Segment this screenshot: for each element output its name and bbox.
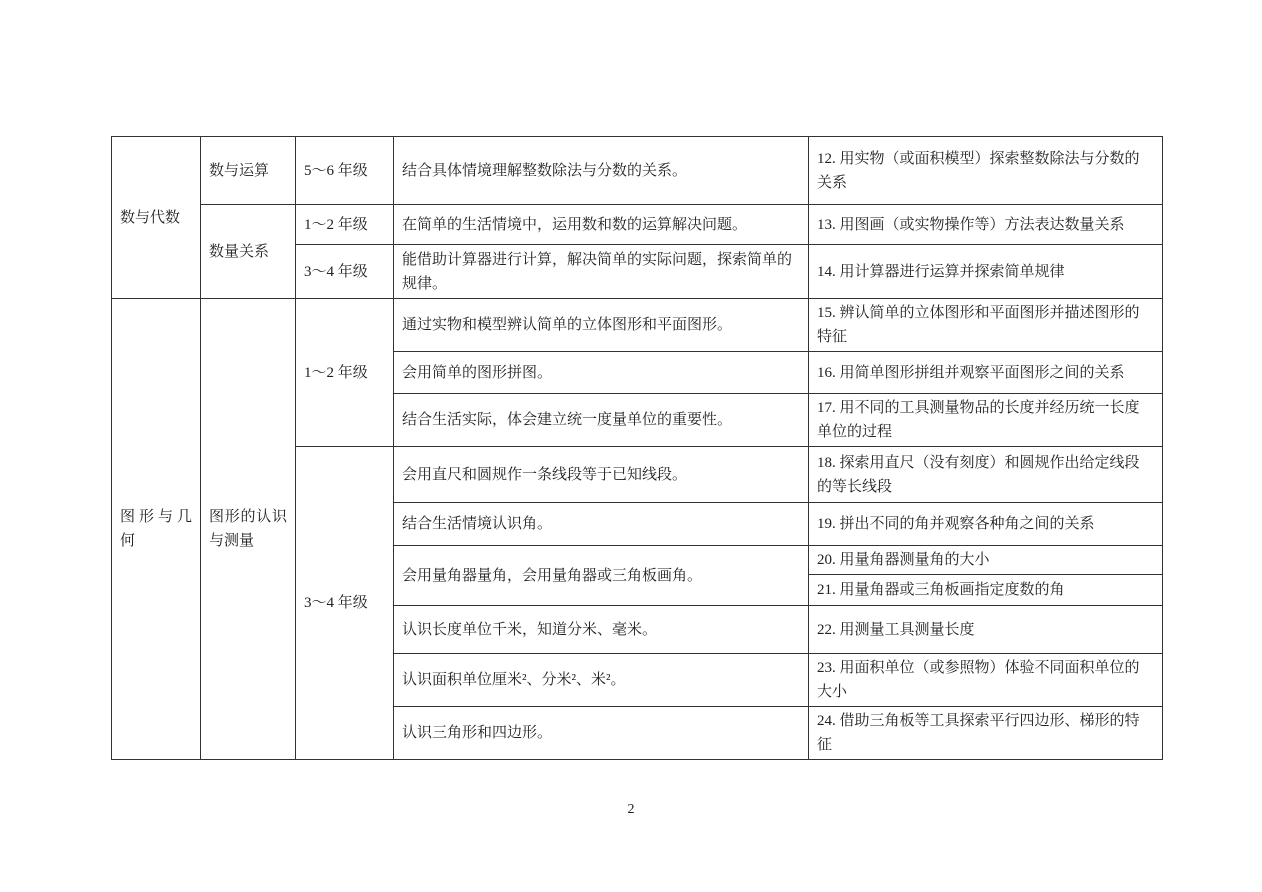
area-cell: 图形与几何 — [112, 299, 201, 760]
table-row — [112, 137, 1163, 205]
strand-cell: 图形的认识与测量 — [201, 299, 296, 760]
grade-cell: 5～6 年级 — [296, 137, 394, 205]
item-cell: 17. 用不同的工具测量物品的长度并经历统一长度单位的过程 — [809, 394, 1163, 447]
item-cell: 16. 用简单图形拼组并观察平面图形之间的关系 — [809, 352, 1163, 394]
description-cell: 会用直尺和圆规作一条线段等于已知线段。 — [394, 447, 809, 503]
description-cell: 通过实物和模型辨认简单的立体图形和平面图形。 — [394, 299, 809, 352]
item-cell: 15. 辨认简单的立体图形和平面图形并描述图形的特征 — [809, 299, 1163, 352]
table-row — [112, 205, 1163, 245]
description-cell: 结合生活情境认识角。 — [394, 503, 809, 546]
item-cell: 18. 探索用直尺（没有刻度）和圆规作出给定线段的等长线段 — [809, 447, 1163, 503]
item-cell: 12. 用实物（或面积模型）探索整数除法与分数的关系 — [809, 137, 1163, 205]
description-cell: 结合生活实际，体会建立统一度量单位的重要性。 — [394, 394, 809, 447]
strand-cell: 数与运算 — [201, 137, 296, 205]
description-cell: 认识三角形和四边形。 — [394, 707, 809, 760]
description-cell: 结合具体情境理解整数除法与分数的关系。 — [394, 137, 809, 205]
grade-cell: 1～2 年级 — [296, 299, 394, 447]
item-cell: 19. 拼出不同的角并观察各种角之间的关系 — [809, 503, 1163, 546]
grade-cell: 1～2 年级 — [296, 205, 394, 245]
description-cell: 认识面积单位厘米²、分米²、米²。 — [394, 654, 809, 707]
item-cell: 20. 用量角器测量角的大小 — [809, 546, 1163, 575]
item-cell: 22. 用测量工具测量长度 — [809, 606, 1163, 654]
page-number: 2 — [627, 802, 635, 817]
item-cell: 24. 借助三角板等工具探索平行四边形、梯形的特征 — [809, 707, 1163, 760]
strand-cell: 数量关系 — [201, 205, 296, 299]
item-cell: 21. 用量角器或三角板画指定度数的角 — [809, 575, 1163, 606]
grade-cell: 3～4 年级 — [296, 447, 394, 760]
area-cell: 数与代数 — [112, 137, 201, 299]
grade-cell: 3～4 年级 — [296, 245, 394, 299]
item-cell: 14. 用计算器进行运算并探索简单规律 — [809, 245, 1163, 299]
curriculum-table — [111, 136, 1163, 760]
item-cell: 13. 用图画（或实物操作等）方法表达数量关系 — [809, 205, 1163, 245]
description-cell: 会用简单的图形拼图。 — [394, 352, 809, 394]
description-cell: 能借助计算器进行计算，解决简单的实际问题，探索简单的规律。 — [394, 245, 809, 299]
description-cell: 认识长度单位千米，知道分米、毫米。 — [394, 606, 809, 654]
description-cell: 会用量角器量角，会用量角器或三角板画角。 — [394, 546, 809, 606]
description-cell: 在简单的生活情境中，运用数和数的运算解决问题。 — [394, 205, 809, 245]
table-row — [112, 299, 1163, 352]
item-cell: 23. 用面积单位（或参照物）体验不同面积单位的大小 — [809, 654, 1163, 707]
